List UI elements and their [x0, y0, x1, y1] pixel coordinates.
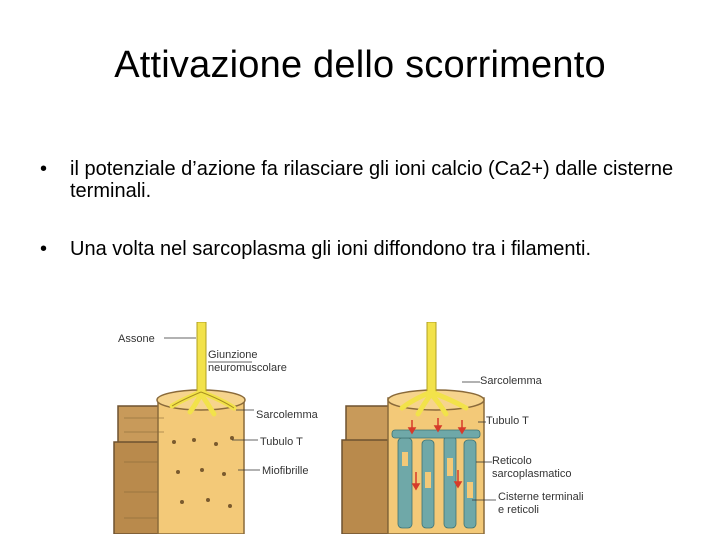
bullet-dot-icon: • [40, 158, 48, 180]
bullet-text: Una volta nel sarcoplasma gli ioni diffondono tra i filamenti. [70, 238, 592, 260]
label-sarcolemma-right: Sarcolemma [480, 375, 542, 387]
label-miofibrille: Miofibrille [262, 465, 309, 477]
label-assone: Assone [118, 333, 155, 345]
label-neuromuscolare: neuromuscolare [208, 362, 287, 374]
label-sarcolemma-left: Sarcolemma [256, 409, 318, 421]
right-fiber-panel [342, 322, 496, 534]
label-reticolo: Reticolo [492, 455, 532, 467]
label-tubulo-right: Tubulo T [486, 415, 529, 427]
label-sarcoplasmatico: sarcoplasmatico [492, 468, 572, 480]
bullet-list [40, 158, 680, 296]
label-e-reticoli: e reticoli [498, 504, 539, 516]
slide-title: Attivazione dello scorrimento [114, 44, 606, 86]
label-cisterne: Cisterne terminali [498, 491, 584, 503]
bullet-text: il potenziale d’azione fa rilasciare gli ioni calcio (Ca2+) dalle cisterne terminali. [70, 158, 674, 202]
label-tubulo-left: Tubulo T [260, 436, 303, 448]
bullet-dot-icon: • [40, 238, 48, 260]
bullet-item [40, 238, 680, 260]
muscle-fiber-illustration [112, 322, 612, 534]
bullet-item [40, 158, 680, 202]
label-giunzione: Giunzione [208, 349, 258, 361]
